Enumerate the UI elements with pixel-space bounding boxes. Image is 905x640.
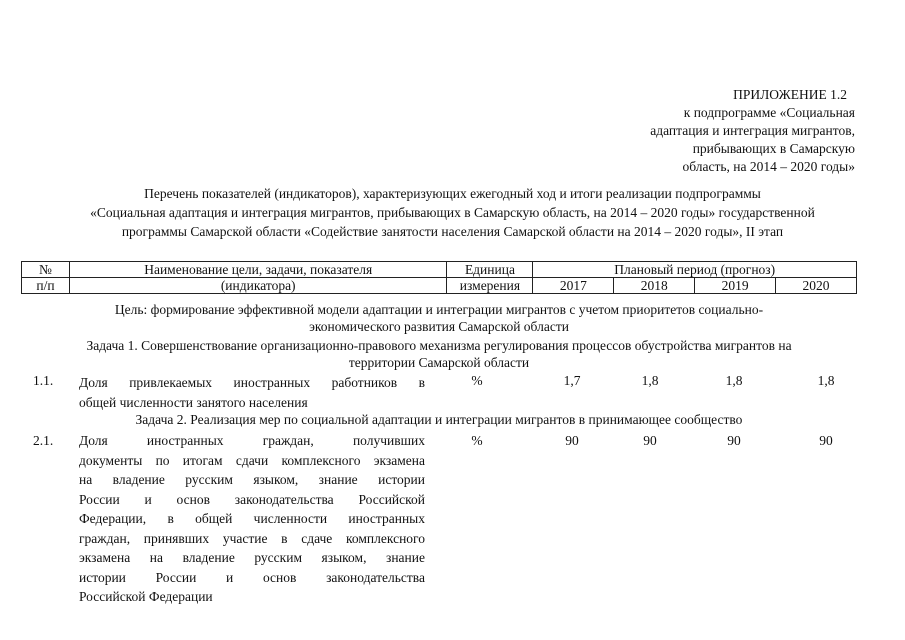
row-number: 1.1.	[33, 373, 54, 388]
appendix-line: к подпрограмме «Социальная	[683, 105, 855, 120]
value-2019: 1,8	[725, 373, 743, 388]
header-name: Наименование цели, задачи, показателя	[69, 262, 447, 278]
value-2020: 90	[819, 433, 833, 448]
indicator-line: документы по итогам сдачи комплексного экзамена	[79, 452, 425, 468]
indicator-line: Федерации, в общей численности иностранных	[79, 511, 425, 526]
indicators-table-header	[21, 261, 857, 294]
task-1-line: Задача 1. Совершенствование организационно-правового механизма регулирования процессов обустройства мигрантов на	[86, 338, 792, 353]
indicator-line: граждан, принявших участие в сдаче комплексного	[79, 530, 425, 546]
header-year: 2018	[614, 278, 695, 294]
header-year: 2017	[533, 278, 614, 294]
value-2020: 1,8	[817, 373, 835, 388]
indicator-line: Доля иностранных граждан, получивших	[79, 433, 425, 448]
header-num-sub: п/п	[22, 278, 70, 294]
header-unit-sub: измерения	[447, 278, 533, 294]
appendix-line: прибывающих в Самарскую	[692, 141, 855, 156]
value-2017: 1,7	[563, 373, 581, 388]
header-year: 2019	[695, 278, 776, 294]
appendix-header	[560, 86, 855, 176]
header-name-sub: (индикатора)	[69, 278, 447, 294]
value-2018: 90	[643, 433, 657, 448]
goal-line: экономического развития Самарской области	[309, 319, 569, 334]
appendix-line: область, на 2014 – 2020 годы»	[682, 159, 855, 174]
header-year: 2020	[776, 278, 857, 294]
indicator-line: на владение русским языком, знание истории	[79, 472, 425, 487]
value-2017: 90	[565, 433, 579, 448]
document-title	[20, 184, 885, 241]
indicator-line: общей численности занятого населения	[79, 394, 308, 410]
task-1-line: территории Самарской области	[348, 355, 530, 370]
indicator-line: России и основ законодательства Российской	[79, 491, 425, 507]
unit-cell: %	[471, 433, 483, 448]
indicator-line: экзамена на владение русским языком, знание	[79, 550, 425, 565]
document-title-line: программы Самарской области «Содействие занятости населения Самарской области на 2014 – 2020 годы», II этап	[121, 224, 784, 239]
indicator-line: Российской Федерации	[79, 589, 213, 604]
appendix-line: адаптация и интеграция мигрантов,	[650, 123, 855, 138]
document-title-line: Перечень показателей (индикаторов), характеризующих ежегодный ход и итоги реализации подпрограммы	[144, 186, 761, 201]
indicator-name	[79, 431, 425, 607]
row-number: 2.1.	[33, 433, 54, 448]
appendix-title: ПРИЛОЖЕНИЕ 1.2	[733, 87, 847, 102]
value-2019: 90	[727, 433, 741, 448]
document-title-line: «Социальная адаптация и интеграция мигрантов, прибывающих в Самарскую область, на 2014 – 2020 годы» государственной	[90, 205, 815, 220]
header-period: Плановый период (прогноз)	[533, 262, 857, 278]
value-2018: 1,8	[641, 373, 659, 388]
indicator-name	[79, 373, 425, 412]
header-unit: Единица	[447, 262, 533, 278]
indicator-line: Доля привлекаемых иностранных работников в	[79, 375, 425, 390]
task-2-line: Задача 2. Реализация мер по социальной адаптации и интеграции мигрантов в принимающее сообщество	[135, 412, 743, 427]
unit-cell: %	[471, 373, 483, 388]
indicator-line: истории России и основ законодательства	[79, 569, 425, 585]
goal-line: Цель: формирование эффективной модели адаптации и интеграции мигрантов с учетом приоритетов социально-	[114, 302, 764, 317]
header-num: №	[22, 262, 70, 278]
